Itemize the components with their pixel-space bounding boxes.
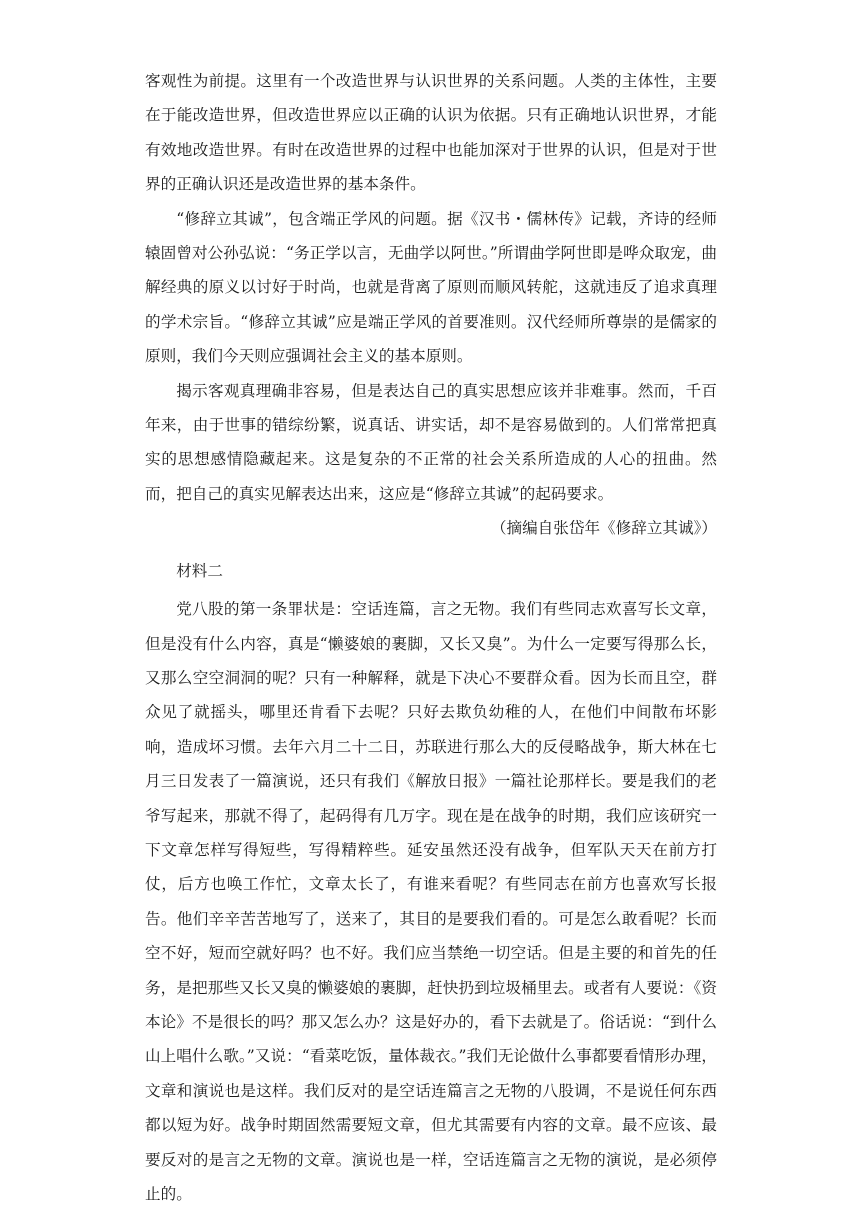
paragraph-xiuci-xuefeng: “修辞立其诚”，包含端正学风的问题。据《汉书・儒林传》记载，齐诗的经师辕固曾对公孙弘说：“务正学以言，无曲学以阿世。”所谓曲学阿世即是哗众取宠，曲解经典的原义以讨好于时尚，也就是背离了原则而顺风转舵，这就违反了追求真理的学术宗旨。“修辞立其诚”应是端正学风的首要准则。汉代经师所尊崇的是儒家的原则，我们今天则应强调社会主义的基本原则。	[145, 209, 717, 366]
paragraph-dangbagu: 党八股的第一条罪状是：空话连篇，言之无物。我们有些同志欢喜写长文章，但是没有什么内容，真是“懒婆娘的裹脚，又长又臭”。为什么一定要写得那么长，又那么空空洞洞的呢？只有一种解释，就是下决心不要群众看。因为长而且空，群众见了就摇头，哪里还肯看下去呢？只好去欺负幼稚的人，在他们中间散布坏影响，造成坏习惯。去年六月二十二日，苏联进行那么大的反侵略战争，斯大林在七月三日发表了一篇演说，还只有我们《解放日报》一篇社论那样长。要是我们的老爷写起来，那就不得了，起码得有几万字。现在是在战争的时期，我们应该研究一下文章怎样写得短些，写得精粹些。延安虽然还没有战争，但军队天天在前方打仗，后方也唤工作忙，文章太长了，有谁来看呢？有些同志在前方也喜欢写长报告。他们辛辛苦苦地写了，送来了，其目的是要我们看的。可是怎么敢看呢？长而空不好，短而空就好吗？也不好。我们应当禁绝一切空话。但是主要的和首先的任务，是把那些又长又臭的懒婆娘的裹脚，赶快扔到垃圾桶里去。或者有人要说：《资本论》不是很长的吗？那又怎么办？这是好办的，看下去就是了。俗话说：“到什么山上唱什么歌。”又说：“看菜吃饭，量体裁衣。”我们无论做什么事都要看情形办理，文章和演说也是这样。我们反对的是空话连篇言之无物的八股调，不是说任何东西都以短为好。战争时期固然需要短文章，但尤其需要有内容的文章。最不应该、最要反对的是言之无物的文章。演说也是一样，空话连篇言之无物的演说，是必须停止的。	[145, 600, 717, 1203]
document-page	[145, 64, 717, 1211]
paragraph-zhenshi-sixiang: 揭示客观真理确非容易，但是表达自己的真实思想应该并非难事。然而，千百年来，由于世事的错综纷繁，说真话、讲实话，却不是容易做到的。人们常常把真实的思想感情隐藏起来。这是复杂的不正常的社会关系所造成的人心的扭曲。然而，把自己的真实见解表达出来，这应是“修辞立其诚”的起码要求。	[145, 381, 717, 503]
source-citation: （摘编自张岱年《修辞立其诚》）	[490, 519, 717, 538]
material-two-heading: 材料二	[176, 561, 223, 580]
paragraph-continuation: 客观性为前提。这里有一个改造世界与认识世界的关系问题。人类的主体性，主要在于能改造世界，但改造世界应以正确的认识为依据。只有正确地认识世界，才能有效地改造世界。有时在改造世界的过程中也能加深对于世界的认识，但是对于世界的正确认识还是改造世界的基本条件。	[145, 72, 717, 194]
